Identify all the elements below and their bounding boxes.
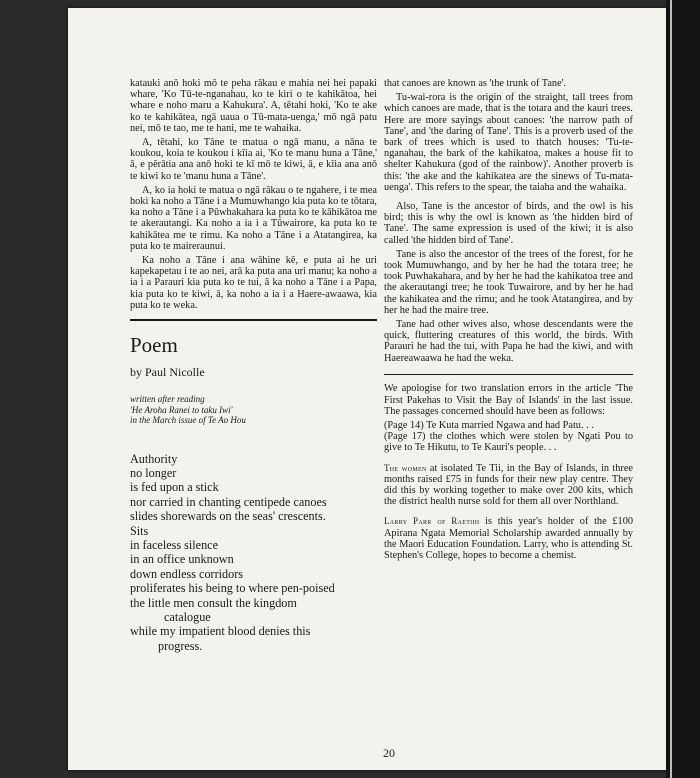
poem-note-line: written after reading xyxy=(130,394,205,405)
news-lead: Larry Parr of Raetihi xyxy=(384,516,480,527)
poem-author: by Paul Nicolle xyxy=(130,365,205,380)
english-paragraph: Tu-wai-rora is the origin of the straight, tall trees from which canoes are made, that is the totara and the kauri trees. Here are more sayings about canoes: 'the narrow path of Tane', and 'the daring of Tane'. This is a proverb used of the bark of trees which is used to thatch houses: 'Tu-te-nganahau, the bark of the kahikatoa, makes a house fit to shelter Kahukura (god of the rainbow)'. Another proverb is this: 'the ake and the kahikatea are the sinews of Tu-mata-uenga'. This refers to the spear, the taiaha and the wahaika. xyxy=(384,92,633,193)
maori-paragraph: Ka noho a Tāne i ana wāhine kē, e puta ai he uri kapekapetau i te ao nei, arā ka puta ana uri manu; ka noho a ia i a Parauri kia puta ko te tui, ā ka noho a Tāne i a Papa, kia puta ko te kiwi, ā, ka noho a ia i a Haere-awaawa, kia puta ko te weka. xyxy=(130,255,377,311)
left-column xyxy=(130,78,377,653)
poem-line: the little men consult the kingdom xyxy=(130,595,297,610)
news-item-te-tii xyxy=(384,463,633,508)
poem-line: in an office unknown xyxy=(130,552,234,567)
news-lead: The women xyxy=(384,462,427,473)
news-body: at isolated Te Tii, in the Bay of Islands, in three months raised £75 in funds for their new play centre. They did this by working together to make over 200 kits, which the district health nurse sold for them all over Northland. xyxy=(384,462,633,508)
maori-paragraph: A, tētahi, ko Tāne te matua o ngā manu, a nāna te koukou, koia te koukou i kīia ai, 'Ko te manu huna a Tāne,' ā, e pērātia ana anō hoki te kī mō te kiwi, ā, e kīia ana anō te kiwi ko te 'manu huna a Tāne'. xyxy=(130,137,377,182)
english-paragraph: Also, Tane is the ancestor of birds, and the owl is his bird; this is why the owl is known as 'the hidden bird of Tane'. The same expression is used of the kiwi; it is also called 'the hidden bird of Tane'. xyxy=(384,201,633,246)
poem-source-note xyxy=(130,394,377,426)
correction-line: (Page 14) Te Kuta married Ngawa and had Patu. . . xyxy=(384,419,594,431)
poem-title: Poem xyxy=(130,333,178,358)
news-item-scholarship xyxy=(384,516,633,561)
section-divider xyxy=(384,374,633,376)
correction-line: (Page 17) the clothes which were stolen by Ngati Pou to give to Te Hikutu, to Te Kauri's people. . . xyxy=(384,431,633,454)
poem-note-line: in the March issue of Te Ao Hou xyxy=(130,415,246,426)
poem-note-line: 'He Aroha Ranei to taku Iwi' xyxy=(130,404,233,415)
section-divider xyxy=(130,319,377,321)
english-paragraph: Tane is also the ancestor of the trees of the forest, for he took Mumuwhango, and by her he had the totara tree; he took Puwhakahara, and by her he had the kahikatoa tree and the akerautangi tree; he took Tuwairore, and by her he had the kahikatea and the rimu; and he took Atatangirea, and by her he had the maire tree. xyxy=(384,248,633,316)
poem-line: progress. xyxy=(158,638,203,653)
poem-line: is fed upon a stick xyxy=(130,480,219,495)
page-number: 20 xyxy=(383,746,395,760)
right-column xyxy=(384,78,633,564)
poem-line: in faceless silence xyxy=(130,538,218,552)
poem-line: nor carried in chanting centipede canoes xyxy=(130,494,327,509)
poem-line: Authority xyxy=(130,451,178,466)
news-body: is this year's holder of the £100 Apirana Ngata Memorial Scholarship awarded annually by the Maori Education Foundation. Larry, who is attending St. Stephen's College, hopes to become a chemist. xyxy=(384,516,633,562)
english-paragraph: Tane had other wives also, whose descendants were the quick, fluttering creatures of this world, the birds. With Parauri he had the tui, with Papa he had the kiwi, and with Haereawaawa he had the weka. xyxy=(384,319,633,364)
english-paragraph: that canoes are known as 'the trunk of Tane'. xyxy=(384,78,567,89)
poem-line: no longer xyxy=(130,465,177,480)
poem-body xyxy=(130,452,377,654)
maori-paragraph: katauki anō hoki mō te peha rākau e mahia nei hei papaki whare, 'Ko Tū-te-nganahau, ko te kiri o te kahikātoa, hei whare e noho maru a Kahukura'. A, tētahi hoki, 'Ko te ake ko te kahikātea, ngā uaua o Tū-mata-uenga,' mō ngā patu nei, mō te tao, me te hani, me te wahaika. xyxy=(130,78,377,134)
poem-line: Sits xyxy=(130,523,149,538)
poem-line: while my impatient blood denies this xyxy=(130,624,311,639)
apology-notice: We apologise for two translation errors in the article 'The First Pakehas to Visit the Bay of Islands' in the last issue. The passages concerned should have been as follows: xyxy=(384,383,633,417)
poem-line: catalogue xyxy=(164,610,211,625)
poem-line: slides shorewards on the seas' crescents. xyxy=(130,509,326,524)
poem-line: down endless corridors xyxy=(130,566,244,581)
gutter-edge xyxy=(670,0,672,778)
maori-paragraph: A, ko ia hoki te matua o ngā rākau o te ngahere, i te mea hoki ka noho a Tāne i a Mumuwhango kia puta ko te tōtara, ka noho a Tāne i a Pūwhakahara ka puta ko te kāhikātoa me te akerautangi. Ka noho a ia i a Tūwairore, ka puta ko te kahikātea me te rimu. Ka noho a Tāne i a Atatangirea, ka puta ko te maireraunui. xyxy=(130,184,377,252)
poem-line: proliferates his being to where pen-poised xyxy=(130,581,335,596)
